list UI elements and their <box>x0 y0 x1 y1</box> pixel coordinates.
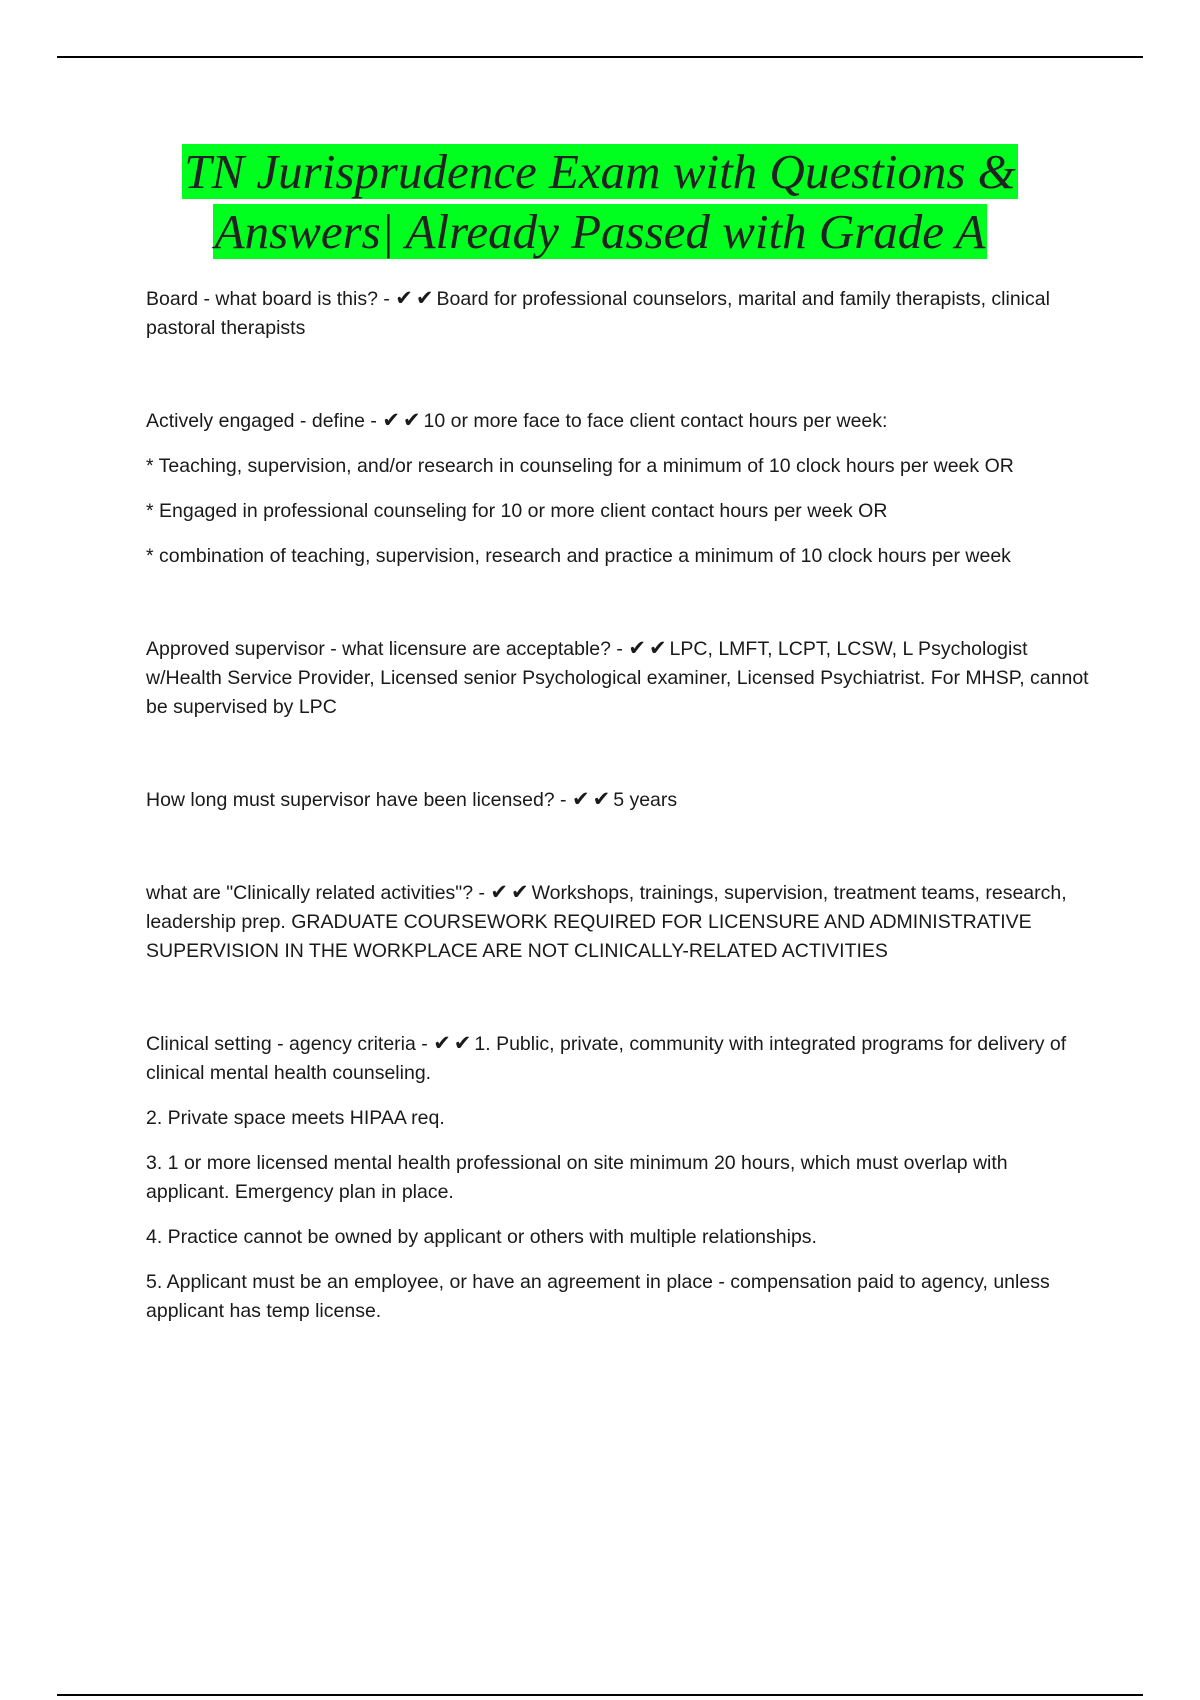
top-rule <box>57 56 1143 58</box>
qa-entry <box>146 785 1091 815</box>
list-item: 4. Practice cannot be owned by applicant or others with multiple relationships. <box>146 1226 817 1248</box>
checkmark-icon: ✔✔ <box>490 881 532 904</box>
qa-entry <box>146 878 1091 966</box>
title-line-2: Answers| Already Passed with Grade A <box>214 204 986 259</box>
answer-text: 10 or more face to face client contact hours per week: <box>423 410 888 432</box>
list-item: * Engaged in professional counseling for 10 or more client contact hours per week OR <box>146 500 888 522</box>
checkmark-icon: ✔✔ <box>628 637 670 660</box>
answer-text: Board for professional counselors, marital and family therapists, clinical pastoral therapists <box>146 288 1050 339</box>
bottom-rule <box>57 1694 1143 1696</box>
qa-entry <box>146 634 1091 722</box>
list-item: 2. Private space meets HIPAA req. <box>146 1107 445 1129</box>
question-text: Board - what board is this? - <box>146 288 396 310</box>
question-text: Clinical setting - agency criteria - <box>146 1033 434 1055</box>
list-item: 3. 1 or more licensed mental health professional on site minimum 20 hours, which must overlap with applicant. Emergency plan in place. <box>146 1152 1008 1203</box>
qa-entry <box>146 1029 1091 1088</box>
answer-text: 1. Public, private, community with integrated programs for delivery of clinical mental health counseling. <box>146 1033 1067 1084</box>
question-text: Approved supervisor - what licensure are acceptable? - <box>146 638 629 660</box>
checkmark-icon: ✔✔ <box>433 1032 475 1055</box>
answer-text: Workshops, trainings, supervision, treatment teams, research, leadership prep. GRADUATE COURSEWORK REQUIRED FOR LICENSURE AND ADMINISTRATIVE SUPERVISION IN THE WORKPLACE ARE NOT CLINICALLY-RELATED ACTIVITIES <box>146 882 1067 962</box>
answer-text: LPC, LMFT, LCPT, LCSW, L Psychologist w/Health Service Provider, Licensed senior Psychological examiner, Licensed Psychiatrist. For MHSP, cannot be supervised by LPC <box>146 638 1089 718</box>
question-text: How long must supervisor have been licensed? - <box>146 789 572 811</box>
checkmark-icon: ✔✔ <box>395 287 437 310</box>
question-text: what are "Clinically related activities"? - <box>146 882 491 904</box>
question-text: Actively engaged - define - <box>146 410 383 432</box>
title-line-1: TN Jurisprudence Exam with Questions & <box>184 144 1016 199</box>
document-title <box>120 142 1080 262</box>
list-item: * Teaching, supervision, and/or research in counseling for a minimum of 10 clock hours per week OR <box>146 455 1014 477</box>
checkmark-icon: ✔✔ <box>382 409 424 432</box>
answer-text: 5 years <box>613 789 678 811</box>
list-item: 5. Applicant must be an employee, or have an agreement in place - compensation paid to agency, unless applicant has temp license. <box>146 1271 1050 1322</box>
list-item: * combination of teaching, supervision, research and practice a minimum of 10 clock hours per week <box>146 545 1011 567</box>
qa-entry <box>146 406 1091 436</box>
qa-entry <box>146 284 1091 343</box>
checkmark-icon: ✔✔ <box>571 788 614 811</box>
qa-content <box>146 284 1091 1326</box>
